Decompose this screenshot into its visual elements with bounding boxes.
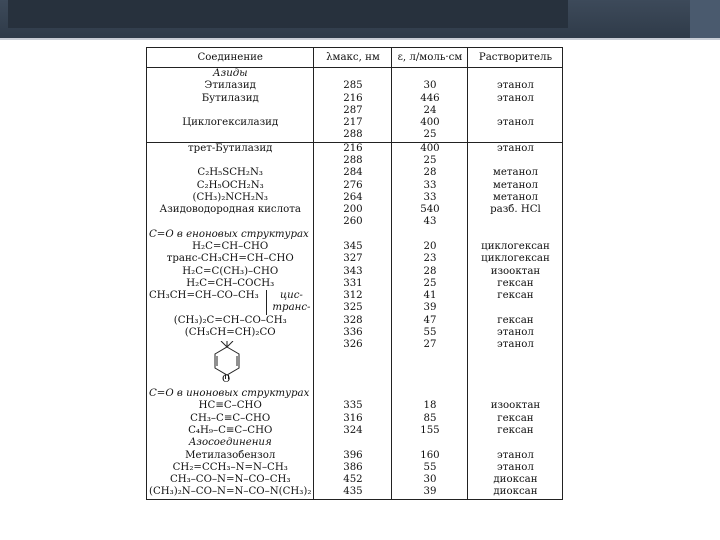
table-row xyxy=(147,290,563,302)
cell-compound: Бутилазид xyxy=(147,93,314,105)
cell-solvent: этанол xyxy=(468,462,563,474)
cell-epsilon xyxy=(392,68,468,81)
cell-epsilon: 25 xyxy=(392,278,468,290)
slide-top-accent xyxy=(690,0,720,38)
cell-lambda-max: 288 xyxy=(314,155,392,167)
table-row xyxy=(147,400,563,412)
table-row xyxy=(147,437,563,449)
cell-solvent: гексан xyxy=(468,315,563,327)
cell-solvent xyxy=(468,437,563,449)
cell-compound: CH₃–C≡C–CHO xyxy=(147,413,314,425)
cell-compound xyxy=(147,155,314,167)
cell-compound xyxy=(147,290,314,302)
cell-compound xyxy=(147,302,314,314)
slide-top-bar xyxy=(0,0,720,38)
cell-solvent xyxy=(468,302,563,314)
cell-lambda-max: 316 xyxy=(314,413,392,425)
cell-lambda-max: 285 xyxy=(314,80,392,92)
table-row xyxy=(147,80,563,92)
cell-solvent xyxy=(468,129,563,142)
cell-solvent: циклогексан xyxy=(468,253,563,265)
cell-compound: H₂C=CH–CHO xyxy=(147,241,314,253)
cell-compound: (CH₃)₂C=CH–CO–CH₃ xyxy=(147,315,314,327)
cell-epsilon: 30 xyxy=(392,80,468,92)
cell-compound: H₂C=C(CH₃)–CHO xyxy=(147,266,314,278)
header-epsilon: ε, л/моль·см xyxy=(392,48,468,68)
cell-epsilon: 25 xyxy=(392,155,468,167)
cell-compound: Этилазид xyxy=(147,80,314,92)
cell-lambda-max: 386 xyxy=(314,462,392,474)
structure-oxygen-label: O xyxy=(222,374,231,386)
cell-solvent: циклогексан xyxy=(468,241,563,253)
cell-epsilon: 18 xyxy=(392,400,468,412)
cell-lambda-max: 345 xyxy=(314,241,392,253)
cell-compound xyxy=(147,105,314,117)
cell-epsilon: 540 xyxy=(392,204,468,216)
cell-epsilon: 85 xyxy=(392,413,468,425)
cell-epsilon: 25 xyxy=(392,129,468,142)
cell-solvent: этанол xyxy=(468,339,563,388)
table-row xyxy=(147,486,563,499)
slide-top-stripe xyxy=(8,0,568,28)
cell-solvent xyxy=(468,155,563,167)
cell-compound: HC≡C–CHO xyxy=(147,400,314,412)
cell-compound xyxy=(147,216,314,228)
table-row xyxy=(147,180,563,192)
cell-solvent: изооктан xyxy=(468,266,563,278)
cell-compound: (CH₃)₂N–CO–N=N–CO–N(CH₃)₂ xyxy=(147,486,314,499)
cell-solvent: гексан xyxy=(468,290,563,302)
cell-epsilon: 446 xyxy=(392,93,468,105)
cell-compound xyxy=(147,339,314,388)
cell-compound: CH₂=CCH₃–N=N–CH₃ xyxy=(147,462,314,474)
cell-compound: (CH₃CH=CH)₂CO xyxy=(147,327,314,339)
cell-epsilon: 39 xyxy=(392,486,468,499)
table-row xyxy=(147,117,563,129)
cell-epsilon xyxy=(392,229,468,241)
cell-lambda-max: 324 xyxy=(314,425,392,437)
cell-epsilon: 24 xyxy=(392,105,468,117)
cell-epsilon: 28 xyxy=(392,167,468,179)
cell-solvent: гексан xyxy=(468,413,563,425)
cell-epsilon: 33 xyxy=(392,180,468,192)
table-row xyxy=(147,388,563,400)
cell-lambda-max: 216 xyxy=(314,142,392,155)
cell-lambda-max: 435 xyxy=(314,486,392,499)
cell-solvent xyxy=(468,68,563,81)
cell-solvent: этанол xyxy=(468,142,563,155)
cell-compound: C=O в иноновых структурах xyxy=(147,388,314,400)
table-row xyxy=(147,241,563,253)
cell-solvent: метанол xyxy=(468,180,563,192)
table-row xyxy=(147,278,563,290)
cell-solvent xyxy=(468,216,563,228)
cell-epsilon: 27 xyxy=(392,339,468,388)
cell-epsilon: 400 xyxy=(392,142,468,155)
cell-solvent: диоксан xyxy=(468,474,563,486)
header-lambda-max: λмакс, нм xyxy=(314,48,392,68)
cell-epsilon: 55 xyxy=(392,462,468,474)
cell-epsilon: 20 xyxy=(392,241,468,253)
cell-lambda-max xyxy=(314,388,392,400)
cell-compound: Азиды xyxy=(147,68,314,81)
table-row xyxy=(147,413,563,425)
cell-lambda-max: 396 xyxy=(314,450,392,462)
cell-epsilon: 47 xyxy=(392,315,468,327)
cell-epsilon: 33 xyxy=(392,192,468,204)
table-header-row xyxy=(147,48,563,68)
cell-solvent: этанол xyxy=(468,327,563,339)
cell-lambda-max: 217 xyxy=(314,117,392,129)
compound-name: CH₃CH=CH–CO–CH₃ xyxy=(149,290,259,302)
cell-lambda-max: 287 xyxy=(314,105,392,117)
cell-solvent xyxy=(468,229,563,241)
cell-lambda-max: 331 xyxy=(314,278,392,290)
cell-lambda-max: 452 xyxy=(314,474,392,486)
table-row xyxy=(147,129,563,142)
table-row xyxy=(147,474,563,486)
cell-solvent: этанол xyxy=(468,450,563,462)
cell-epsilon xyxy=(392,437,468,449)
cell-solvent: диоксан xyxy=(468,486,563,499)
cell-lambda-max: 200 xyxy=(314,204,392,216)
table-row xyxy=(147,450,563,462)
cell-lambda-max: 288 xyxy=(314,129,392,142)
table-row xyxy=(147,229,563,241)
cell-epsilon: 23 xyxy=(392,253,468,265)
table-row xyxy=(147,93,563,105)
cell-epsilon: 160 xyxy=(392,450,468,462)
cell-solvent: гексан xyxy=(468,425,563,437)
cell-solvent: метанол xyxy=(468,192,563,204)
cell-solvent: разб. HCl xyxy=(468,204,563,216)
cell-compound: (CH₃)₂NCH₂N₃ xyxy=(147,192,314,204)
table-row xyxy=(147,155,563,167)
cell-epsilon xyxy=(392,388,468,400)
cell-epsilon: 155 xyxy=(392,425,468,437)
cell-lambda-max: 284 xyxy=(314,167,392,179)
cell-lambda-max: 312 xyxy=(314,290,392,302)
table-row xyxy=(147,105,563,117)
table-row xyxy=(147,253,563,265)
cell-lambda-max: 336 xyxy=(314,327,392,339)
cell-lambda-max: 260 xyxy=(314,216,392,228)
isomer-label: транс- xyxy=(266,302,311,314)
table-row xyxy=(147,167,563,179)
cell-compound: H₂C=CH–COCH₃ xyxy=(147,278,314,290)
table-row xyxy=(147,302,563,314)
table-row xyxy=(147,425,563,437)
cell-lambda-max: 335 xyxy=(314,400,392,412)
cell-compound: трет-Бутилазид xyxy=(147,142,314,155)
uv-absorption-table xyxy=(146,47,563,500)
cell-solvent: гексан xyxy=(468,278,563,290)
cell-lambda-max: 328 xyxy=(314,315,392,327)
cell-lambda-max: 343 xyxy=(314,266,392,278)
cell-compound: C₂H₅SCH₂N₃ xyxy=(147,167,314,179)
cell-lambda-max xyxy=(314,68,392,81)
cell-lambda-max: 327 xyxy=(314,253,392,265)
isomer-label: цис- xyxy=(266,290,311,302)
table-row xyxy=(147,216,563,228)
header-compound: Соединение xyxy=(147,48,314,68)
table-row xyxy=(147,68,563,81)
cell-epsilon: 41 xyxy=(392,290,468,302)
cell-compound: C=O в еноновых структурах xyxy=(147,229,314,241)
cell-solvent: изооктан xyxy=(468,400,563,412)
cell-epsilon: 30 xyxy=(392,474,468,486)
table-row xyxy=(147,315,563,327)
cell-solvent xyxy=(468,105,563,117)
table-row xyxy=(147,462,563,474)
cell-solvent: этанол xyxy=(468,93,563,105)
header-solvent: Растворитель xyxy=(468,48,563,68)
slide-edge-line xyxy=(0,38,720,40)
table-row xyxy=(147,339,563,388)
cell-epsilon: 28 xyxy=(392,266,468,278)
table-row xyxy=(147,266,563,278)
cell-compound: CH₃–CO–N=N–CO–CH₃ xyxy=(147,474,314,486)
cell-lambda-max: 264 xyxy=(314,192,392,204)
cell-lambda-max: 326 xyxy=(314,339,392,388)
cell-compound: C₄H₉–C≡C–CHO xyxy=(147,425,314,437)
table-row xyxy=(147,192,563,204)
table-row xyxy=(147,142,563,155)
cell-solvent: этанол xyxy=(468,80,563,92)
cell-lambda-max: 276 xyxy=(314,180,392,192)
cell-compound: транс-CH₃CH=CH–CHO xyxy=(147,253,314,265)
cell-compound: Метилазобензол xyxy=(147,450,314,462)
cell-epsilon: 39 xyxy=(392,302,468,314)
cell-epsilon: 400 xyxy=(392,117,468,129)
cell-epsilon: 55 xyxy=(392,327,468,339)
cell-lambda-max xyxy=(314,437,392,449)
cell-solvent: этанол xyxy=(468,117,563,129)
table-row xyxy=(147,327,563,339)
cell-epsilon: 43 xyxy=(392,216,468,228)
cell-solvent xyxy=(468,388,563,400)
cell-compound: C₂H₅OCH₂N₃ xyxy=(147,180,314,192)
cell-compound: Циклогексилазид xyxy=(147,117,314,129)
cell-lambda-max: 216 xyxy=(314,93,392,105)
cell-lambda-max: 325 xyxy=(314,302,392,314)
cell-solvent: метанол xyxy=(468,167,563,179)
cell-compound xyxy=(147,129,314,142)
cell-compound: Азосоединения xyxy=(147,437,314,449)
cell-compound: Азидоводородная кислота xyxy=(147,204,314,216)
cell-lambda-max xyxy=(314,229,392,241)
table-row xyxy=(147,204,563,216)
